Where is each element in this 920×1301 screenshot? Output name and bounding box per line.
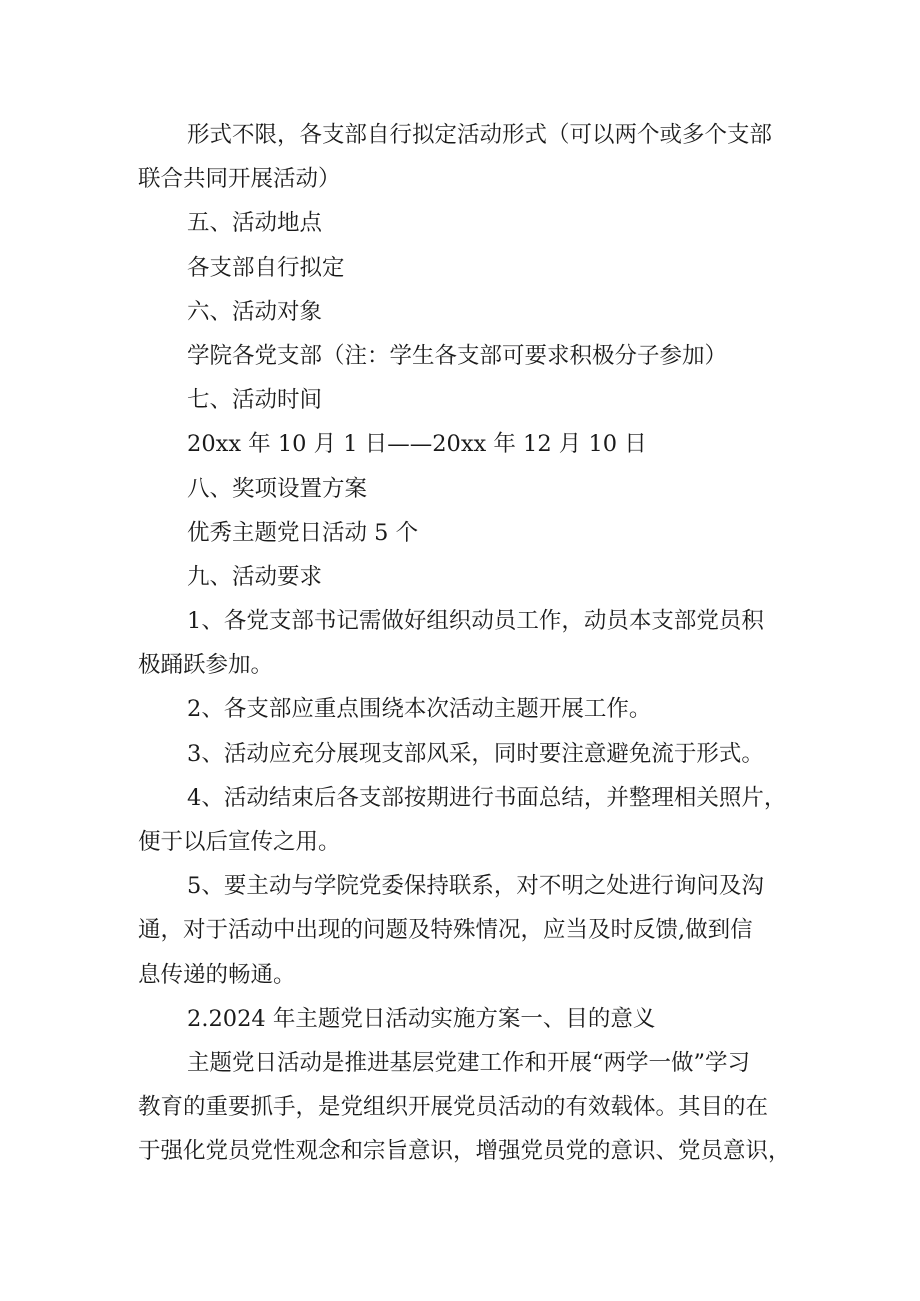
list-item-line: 息传递的畅通。 — [138, 961, 296, 988]
paragraph-line: 优秀主题党日活动 5 个 — [187, 519, 419, 546]
section-heading: 五、活动地点 — [187, 210, 323, 237]
list-item-line: 极踊跃参加。 — [138, 652, 274, 679]
paragraph-line: 主题党日活动是推进基层党建工作和开展“两学一做”学习 — [187, 1049, 751, 1076]
list-item-line: 4、活动结束后各支部按期进行书面总结，并整理相关照片， — [187, 784, 787, 811]
paragraph-line: 各支部自行拟定 — [187, 254, 345, 281]
paragraph-line: 教育的重要抓手，是党组织开展党员活动的有效载体。其目的在 — [138, 1094, 769, 1121]
paragraph-line: 于强化党员党性观念和宗旨意识，增强党员党的意识、党员意识， — [138, 1138, 791, 1165]
list-item-line: 2、各支部应重点围绕本次活动主题开展工作。 — [187, 696, 652, 723]
list-item-line: 5、要主动与学院党委保持联系，对不明之处进行询问及沟 — [187, 873, 764, 900]
paragraph-line: 20xx 年 10 月 1 日——20xx 年 12 月 10 日 — [187, 431, 647, 458]
section-heading: 六、活动对象 — [187, 298, 323, 325]
list-item-line: 便于以后宣传之用。 — [138, 829, 341, 855]
list-item-line: 3、活动应充分展现支部风采，同时要注意避免流于形式。 — [187, 740, 764, 767]
list-item-line: 1、各党支部书记需做好组织动员工作，动员本支部党员积 — [187, 608, 764, 635]
paragraph-line: 联合共同开展活动） — [138, 166, 341, 193]
section-heading: 2.2024 年主题党日活动实施方案一、目的意义 — [187, 1005, 656, 1032]
section-heading: 九、活动要求 — [187, 563, 323, 590]
paragraph-line: 学院各党支部（注：学生各支部可要求积极分子参加） — [187, 342, 728, 369]
section-heading: 八、奖项设置方案 — [187, 475, 368, 502]
paragraph-line: 形式不限，各支部自行拟定活动形式（可以两个或多个支部 — [187, 122, 773, 148]
document-body — [138, 113, 791, 1174]
list-item-line: 通，对于活动中出现的问题及特殊情况，应当及时反馈,做到信 — [138, 917, 753, 944]
section-heading: 七、活动时间 — [187, 387, 323, 414]
